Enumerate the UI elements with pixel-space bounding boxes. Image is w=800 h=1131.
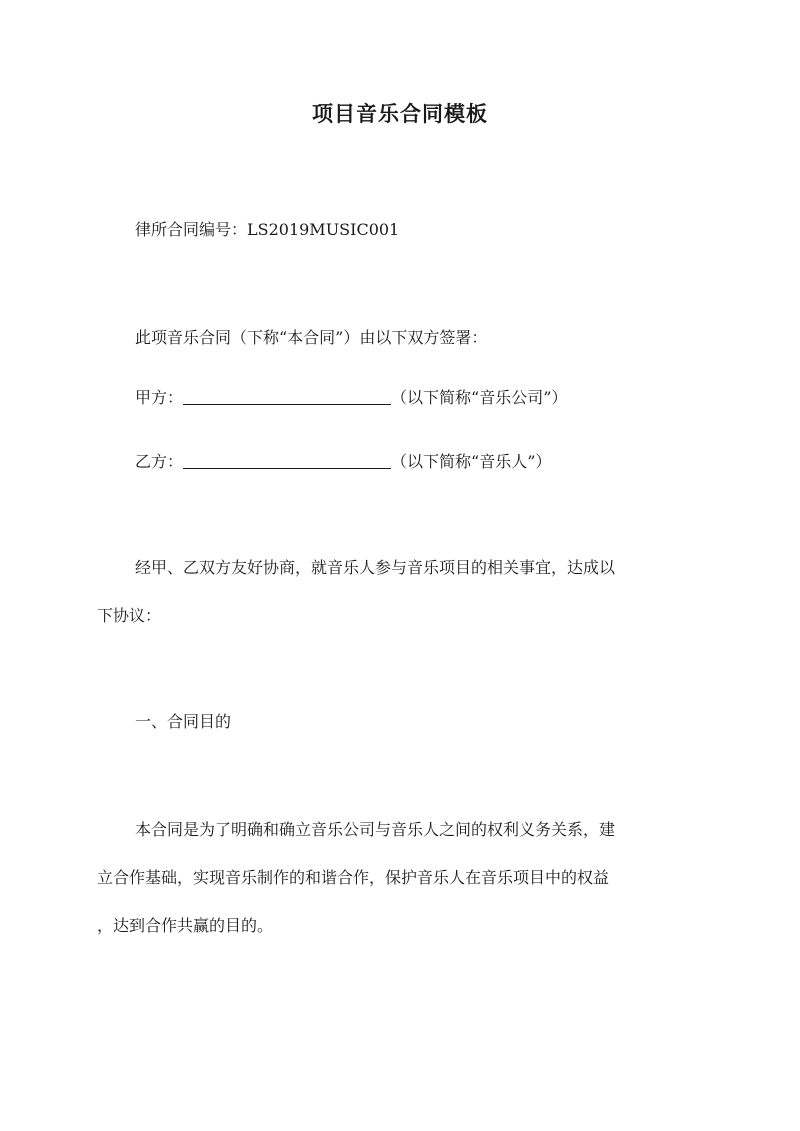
section-1-line-1: 本合同是为了明确和确立音乐公司与音乐人之间的权利义务关系，建: [135, 820, 616, 839]
agreement-line-2: 下协议：: [97, 606, 162, 625]
agreement-line-1: 经甲、乙双方友好协商，就音乐人参与音乐项目的相关事宜，达成以: [135, 558, 616, 577]
contract-number: 律所合同编号：LS2019MUSIC001: [135, 220, 400, 239]
party-a-label: 甲方：: [135, 388, 184, 407]
section-1-line-3: ，达到合作共赢的目的。: [97, 916, 274, 935]
intro-paragraph: 此项音乐合同（下称“本合同”）由以下双方签署：: [135, 328, 488, 347]
section-1-heading: 一、合同目的: [135, 712, 232, 731]
party-a-suffix: （以下简称“音乐公司”）: [391, 388, 568, 407]
document-title: 项目音乐合同模板: [312, 101, 488, 126]
section-1-line-2: 立合作基础，实现音乐制作的和谐合作，保护音乐人在音乐项目中的权益: [97, 868, 610, 887]
party-b-line: [135, 450, 551, 474]
party-a-line: [135, 386, 567, 410]
party-b-blank[interactable]: [183, 452, 391, 469]
party-b-suffix: （以下简称“音乐人”）: [391, 452, 552, 471]
party-b-label: 乙方：: [135, 452, 184, 471]
party-a-blank[interactable]: [183, 388, 391, 405]
